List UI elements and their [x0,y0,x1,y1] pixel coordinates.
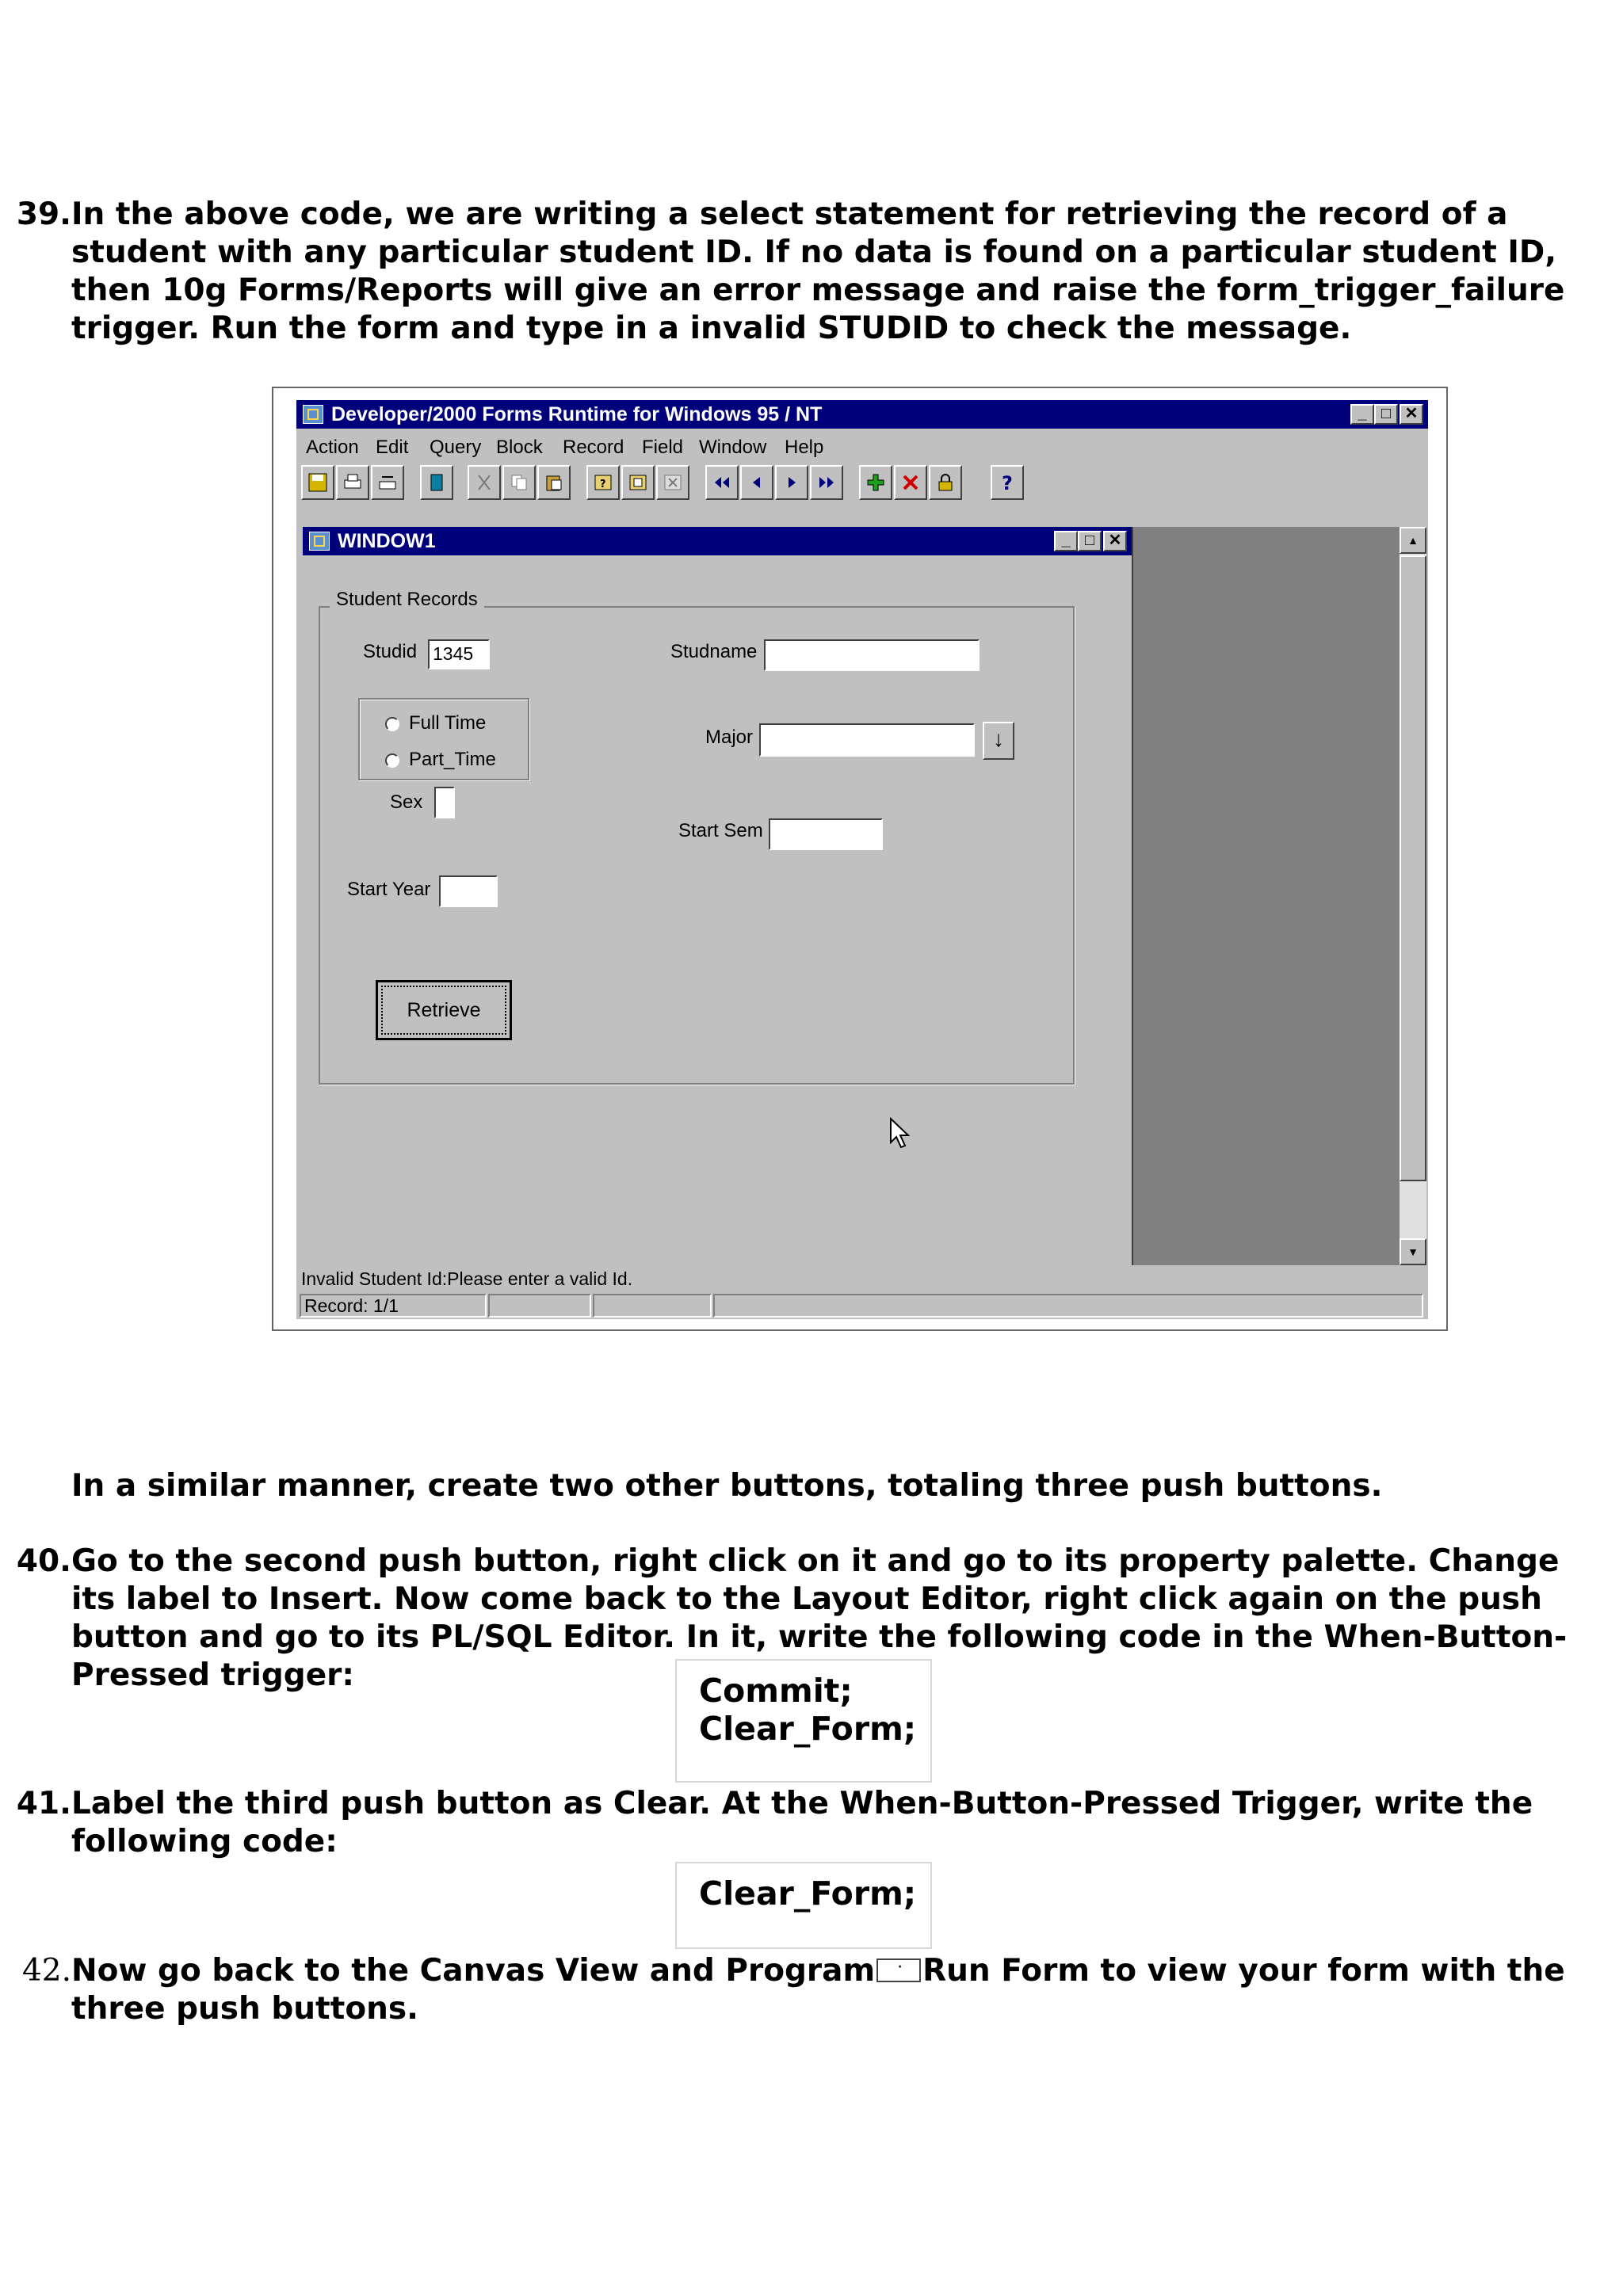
cut-icon[interactable] [468,465,501,500]
vertical-scrollbar[interactable] [1400,527,1426,1265]
next-record-icon[interactable] [775,465,808,500]
execute-query-icon[interactable] [621,465,655,500]
step-text: Label the third push button as Clear. At the When-Button-Pressed Trigger, write the following code: [71,1786,1533,1859]
menu-bar [296,430,1428,462]
step-text-before: Now go back to the Canvas View and Program [71,1953,876,1989]
delete-record-icon[interactable] [894,465,927,500]
studid-label: Studid [363,641,418,662]
copy-icon[interactable] [502,465,536,500]
enter-query-icon[interactable] [586,465,620,500]
previous-block-icon[interactable] [705,465,739,500]
step-text: In the above code, we are writing a select statement for retrieving the record of a student with any particular student ID. If no data is found on a particular student ID, then 10g Forms/Reports will give an error message and raise the form_trigger_failure trigger. Run the form and type in a invalid STUDID to check the message. [71,196,1565,346]
status-cell [488,1294,591,1318]
part-time-label: Part_Time [409,749,496,770]
code-line: Clear_Form; [699,1710,917,1748]
retrieve-button[interactable] [376,980,512,1040]
menu-edit[interactable]: Edit [376,437,409,458]
paste-icon[interactable] [537,465,571,500]
step-number: 39. [16,196,71,232]
status-cell [593,1294,712,1318]
start-year-label: Start Year [347,879,431,900]
code-box-clear [675,1862,932,1949]
next-block-icon[interactable] [810,465,843,500]
step-number: 41. [16,1786,71,1821]
app-title-bar [296,400,1428,429]
step-text-after: Run Form to view your form with the three push buttons. [71,1953,1565,2027]
cancel-query-icon[interactable] [656,465,689,500]
inner-window [303,527,1133,1265]
exit-icon[interactable] [420,465,453,500]
app-icon [303,405,323,424]
minimize-button[interactable]: _ [1350,404,1374,425]
menu-field[interactable]: Field [642,437,684,458]
menu-arrow-icon [876,1958,921,1982]
code-line: Clear_Form; [699,1875,917,1913]
start-sem-input[interactable] [769,818,883,850]
step-text: Go to the second push button, right click on it and go to its property palette. Change its label to Insert. Now come back to the Layout Editor, right click again on the push button and go to its PL/SQL Editor. In it, write the following code in the When-Button-Pressed trigger: [71,1543,1568,1693]
scroll-up-icon[interactable]: ▲ [1400,527,1426,554]
close-button[interactable]: ✕ [1400,404,1423,425]
menu-window[interactable]: Window [699,437,767,458]
step-number: 40. [16,1543,71,1579]
step-42 [21,1952,1593,2028]
status-cell [713,1294,1423,1318]
code-line: Commit; [699,1672,853,1710]
toolbar [301,465,1094,503]
scroll-thumb[interactable] [1400,555,1426,1181]
mouse-cursor-icon [889,1117,915,1152]
step-39 [16,196,1593,348]
lock-record-icon[interactable] [929,465,962,500]
status-bar [296,1267,1428,1319]
similar-note [71,1467,1593,1505]
save-icon[interactable] [301,465,334,500]
menu-block[interactable]: Block [496,437,543,458]
maximize-button[interactable]: □ [1374,404,1398,425]
retrieve-button-label: Retrieve [381,986,506,1035]
svg-text:?: ? [600,479,606,490]
scroll-down-icon[interactable]: ▼ [1400,1238,1426,1265]
studname-input[interactable] [764,639,980,671]
app-title: Developer/2000 Forms Runtime for Windows 95 / NT [331,403,823,425]
insert-record-icon[interactable] [859,465,892,500]
record-indicator: Record: 1/1 [300,1294,487,1318]
start-sem-label: Start Sem [678,820,763,841]
help-icon[interactable] [991,465,1024,500]
inner-window-title-bar [303,527,1132,555]
studid-input[interactable]: 1345 [428,639,490,669]
svg-text:?: ? [1002,472,1013,493]
print-setup-icon[interactable] [371,465,404,500]
group-label: Student Records [330,589,484,611]
forms-runtime-window [296,400,1428,1319]
menu-record[interactable]: Record [563,437,624,458]
inner-window-title: WINDOW1 [338,530,436,552]
menu-action[interactable]: Action [306,437,359,458]
major-input[interactable] [759,723,975,757]
window-icon [309,532,330,551]
major-label: Major [705,727,754,748]
part-time-radio[interactable] [385,753,399,768]
inner-minimize-button[interactable]: _ [1054,531,1078,551]
full-time-label: Full Time [409,712,487,734]
inner-maximize-button[interactable]: □ [1078,531,1102,551]
print-icon[interactable] [336,465,369,500]
step-41 [16,1785,1593,1861]
full-time-radio[interactable] [385,717,399,731]
menu-query[interactable]: Query [430,437,482,458]
sex-checkbox[interactable] [434,787,455,818]
step-number: 42. [21,1953,71,1989]
start-year-input[interactable] [439,875,498,907]
status-message: Invalid Student Id:Please enter a valid Id. [301,1268,633,1289]
menu-help[interactable]: Help [785,437,824,458]
major-dropdown-button[interactable]: ↓ [983,722,1014,760]
code-box-insert [675,1659,932,1783]
sex-label: Sex [390,791,423,813]
studname-label: Studname [670,641,758,662]
inner-close-button[interactable]: ✕ [1103,531,1127,551]
previous-record-icon[interactable] [740,465,773,500]
canvas-background [1133,527,1400,1265]
similar-text: In a similar manner, create two other buttons, totaling three push buttons. [71,1468,1383,1504]
